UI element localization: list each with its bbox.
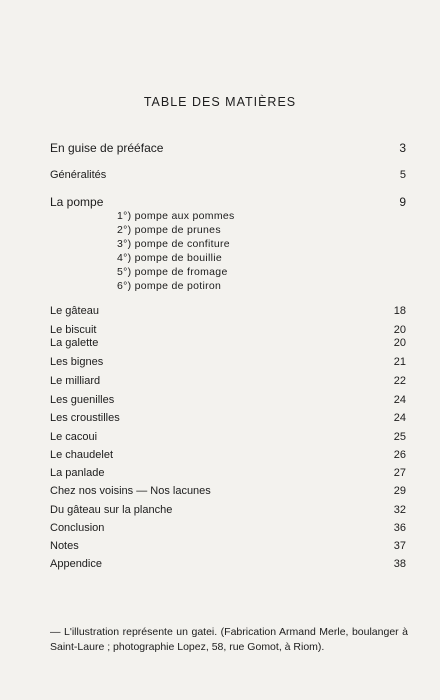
toc-entry [50,537,406,555]
toc-entry-label: Les bignes [50,356,104,368]
toc-entry [50,482,406,500]
toc-entry [50,501,406,519]
toc-entry-label: Appendice [50,558,102,570]
toc-entry-label: Chez nos voisins — Nos lacunes [50,485,211,497]
toc-entry-label: Conclusion [50,522,105,534]
toc-entry-label: Du gâteau sur la planche [50,504,173,516]
toc-entry-label: Notes [50,540,79,552]
toc-entry [50,519,406,537]
toc-entry-page: 22 [393,375,406,387]
toc-entry [50,428,406,446]
toc-subentry: 6°) pompe de potiron [117,280,222,292]
toc-entry [50,166,406,184]
toc-entry-label: Le milliard [50,375,101,387]
toc-subentry: 4°) pompe de bouillie [117,252,223,264]
toc-entry [50,302,406,320]
toc-entry-label: La panlade [50,467,105,479]
toc-entry-page: 27 [393,467,406,479]
toc-entry-label: La pompe [50,195,104,209]
toc-subentry: 5°) pompe de fromage [117,266,228,278]
toc-entry-page: 24 [393,394,406,406]
footnote: — L'illustration représente un gatei. (Fabrication Armand Merle, boulanger à Saint-Laure ; photographie Lopez, 58, rue Gomot, à Riom). [50,626,408,653]
toc-entry [50,409,406,427]
toc-entry-label: Le biscuit [50,324,97,336]
toc-entry-page: 9 [399,195,406,209]
toc-entry-page: 5 [399,169,406,181]
toc-entry-page: 37 [393,540,406,552]
toc-entry-page: 24 [393,412,406,424]
toc-entry-label: Le chaudelet [50,449,113,461]
toc-entry [50,372,406,390]
toc-entry-page: 3 [399,141,406,155]
toc-entry-page: 29 [393,485,406,497]
toc-entry-page: 25 [393,431,406,443]
toc-entry-page: 38 [393,558,406,570]
toc-entry-page: 26 [393,449,406,461]
toc-entry-page: 20 [393,324,406,336]
toc-entry-label: Généralités [50,169,107,181]
toc-entry-label: Les croustilles [50,412,120,424]
toc-subentry: 1°) pompe aux pommes [117,210,235,222]
toc-entry-label: En guise de prééface [50,141,164,155]
toc-entry [50,391,406,409]
toc-entry [50,464,406,482]
toc-subentry: 2°) pompe de prunes [117,224,221,236]
toc-entry [50,353,406,371]
toc-entry-label: La galette [50,337,99,349]
toc-entry-label: Le cacoui [50,431,98,443]
toc-entry [50,139,406,157]
toc-entry-page: 32 [393,504,406,516]
toc-entry-page: 18 [393,305,406,317]
toc-entry [50,555,406,573]
toc-entry-label: Les guenilles [50,394,115,406]
toc-entry-label: Le gâteau [50,305,99,317]
toc-subentry: 3°) pompe de confiture [117,238,230,250]
toc-entry-page: 20 [393,337,406,349]
page-title: TABLE DES MATIÈRES [143,95,297,109]
toc-entry [50,446,406,464]
toc-entry-page: 21 [393,356,406,368]
toc-entry-page: 36 [393,522,406,534]
toc-entry [50,334,406,352]
